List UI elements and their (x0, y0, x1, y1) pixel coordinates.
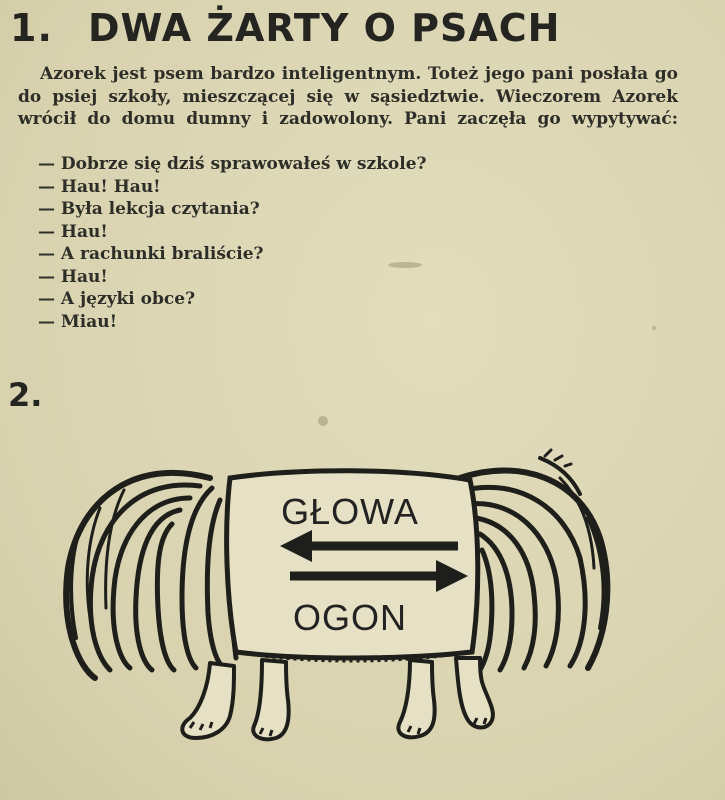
print-speck (652, 326, 656, 330)
dialogue-line: — Hau! (38, 221, 108, 242)
article-number: 1. (10, 6, 53, 50)
dog-legs (182, 658, 493, 739)
dialogue-line: — A rachunki braliście? (38, 244, 264, 264)
left-fur (66, 473, 236, 678)
print-smudge (388, 262, 422, 268)
dialogue-list (18, 153, 678, 333)
dialogue-line: — Hau! Hau! (38, 176, 161, 197)
sign-top-label: GŁOWA (281, 491, 419, 532)
dialogue-line: — Była lekcja czytania? (38, 199, 260, 219)
dialogue-line: — Dobrze się dziś sprawowałeś w szkole? (38, 154, 427, 174)
intro-paragraph: Azorek jest psem bardzo inteligentnym. Toteż jego pani posłała go do psiej szkoły, mieszczącej się w sąsiedztwie. Wieczorem Azorek wrócił do domu dumny i zadowolony. Pani zaczęła go wypytywać: (18, 64, 678, 129)
article-heading (10, 6, 560, 50)
right-fur (460, 450, 607, 670)
sign-bottom-label: OGON (292, 597, 408, 638)
article-title: DWA ŻARTY O PSACH (88, 6, 561, 50)
dialogue-line: — Hau! (38, 266, 108, 287)
dog-cartoon-illustration (40, 438, 640, 793)
dog-coat-sign (227, 471, 478, 661)
second-joke-number: 2. (8, 376, 43, 414)
dialogue-line: — A języki obce? (38, 289, 196, 309)
print-speck (318, 416, 328, 426)
paw-marks (190, 718, 486, 736)
dialogue-line: — Miau! (38, 311, 118, 332)
article-body (18, 63, 678, 333)
